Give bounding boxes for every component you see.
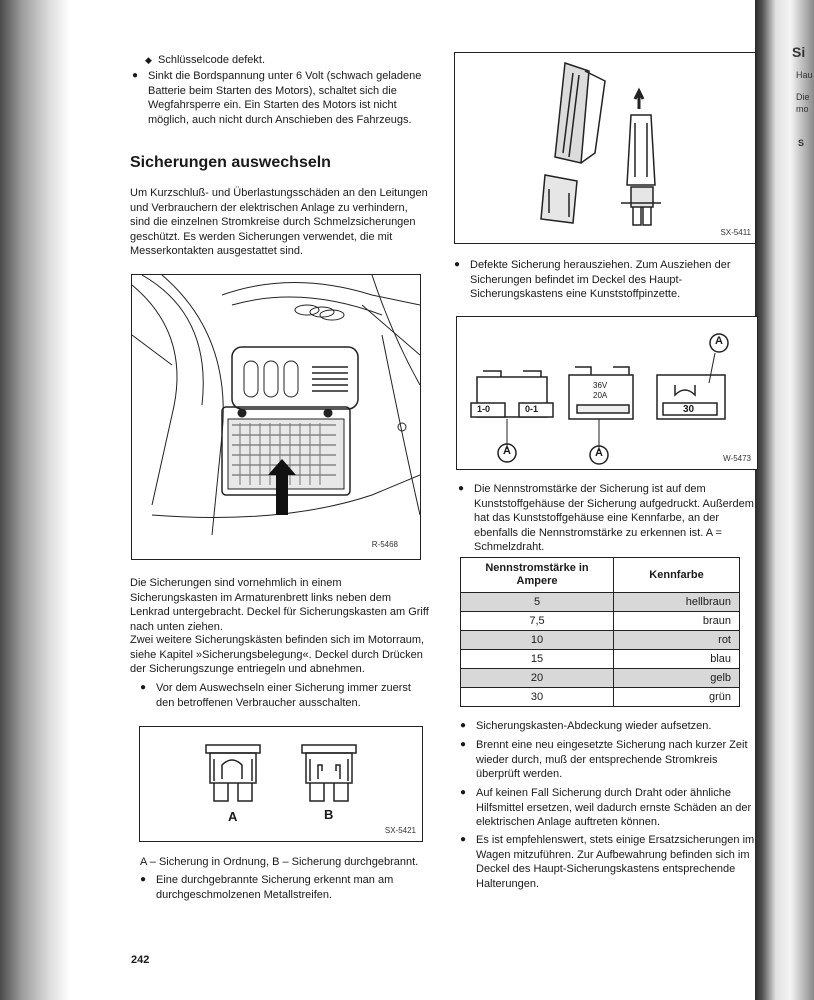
edge-line: Die	[796, 92, 810, 102]
cell-amperage: 15	[461, 650, 614, 669]
page-number: 242	[131, 954, 150, 966]
table-row	[461, 612, 740, 631]
fuse-label: 30	[683, 404, 695, 415]
table-row	[461, 593, 740, 612]
fuse-label: 0-1	[525, 404, 539, 414]
fuse-types-figure	[456, 316, 758, 470]
table-header-row	[461, 558, 740, 593]
table-row	[461, 650, 740, 669]
callout-a: A	[503, 445, 511, 457]
cell-color: blau	[614, 650, 740, 669]
table-row	[461, 631, 740, 650]
figure-code: R-5468	[371, 540, 398, 549]
tweezers-figure	[454, 52, 756, 244]
edge-heading: Si	[792, 44, 806, 60]
figure-code: SX-5411	[720, 228, 751, 237]
figure-code: W-5473	[723, 454, 751, 463]
fuse-color-table	[460, 557, 740, 707]
list-item: ◆ Schlüsselcode defekt.	[158, 53, 428, 68]
label-a: A	[228, 809, 238, 824]
list-item: ● Eine durchgebrannte Sicherung erkennt man am durchgeschmolzenen Metallstreifen.	[156, 873, 430, 902]
callout-a: A	[595, 447, 603, 459]
fuse-ab-illustration	[140, 727, 422, 841]
edge-cell: S	[798, 138, 805, 148]
cell-color: hellbraun	[614, 593, 740, 612]
header-amperage: Nennstromstärke in Ampere	[461, 558, 614, 593]
next-page-edge	[755, 0, 814, 1000]
dashboard-figure	[131, 274, 421, 560]
list-item: ● Sinkt die Bordspannung unter 6 Volt (schwach geladene Batterie beim Starten des Motors), schaltet sich die Wegfahrsperre ein. Ein Starten des Motors ist nicht möglich, auch nicht durch Anschieben des Fahrzeugs.	[148, 69, 430, 127]
cell-color: gelb	[614, 669, 740, 688]
table-row	[461, 669, 740, 688]
figure-caption: A – Sicherung in Ordnung, B – Sicherung durchgebrannt.	[140, 856, 419, 868]
cell-color: rot	[614, 631, 740, 650]
paragraph: Zwei weitere Sicherungskästen befinden sich im Motorraum, siehe Kapitel »Sicherungsbelegung«. Deckel durch Drücken der Sicherungszunge entriegeln und abnehmen.	[130, 634, 425, 675]
book-spine-shadow	[0, 0, 70, 1000]
list-item: ● Vor dem Auswechseln einer Sicherung immer zuerst den betroffenen Verbraucher ausschalten.	[156, 681, 430, 710]
list-item: ● Brennt eine neu eingesetzte Sicherung nach kurzer Zeit wieder durch, muß der entsprechende Stromkreis überprüft werden.	[476, 738, 756, 782]
cell-color: grün	[614, 688, 740, 707]
cell-amperage: 30	[461, 688, 614, 707]
cell-amperage: 10	[461, 631, 614, 650]
section-heading: Sicherungen auswechseln	[130, 154, 331, 171]
fuse-ab-figure	[139, 726, 423, 842]
callout-a: A	[715, 335, 723, 347]
intro-paragraph: Um Kurzschluß- und Überlastungsschäden an den Leitungen und Verbrauchern der elektrischen Anlage zu verhindern, sind die einzelnen Stromkreise durch Schmelzsicherungen geschützt. Es werden Sicherungen verwendet, die mit Messerkontakten ausgestattet sind.	[130, 187, 428, 257]
list-item: ● Es ist empfehlenswert, stets einige Ersatzsicherungen im Wagen mitzuführen. Zur Aufbewahrung befinden sich im Deckel des Haupt-Sicherungskastens entsprechende Halterungen.	[476, 833, 756, 891]
edge-line: mo	[796, 104, 809, 114]
list-item: ● Auf keinen Fall Sicherung durch Draht oder ähnliche Hilfsmittel ersetzen, weil dadurch ernste Schäden an der elektrischen Anlage auftreten können.	[476, 786, 756, 830]
label-b: B	[324, 807, 334, 822]
figure-code: SX-5421	[384, 826, 416, 835]
dashboard-illustration	[132, 275, 420, 559]
tweezers-illustration	[455, 53, 755, 243]
list-item: ● Die Nennstromstärke der Sicherung ist auf dem Kunststoffgehäuse der Sicherung aufgedruckt. Außerdem hat das Kunststoffgehäuse eine Kennfarbe, an der ebenfalls die Nennstromstärke zu erkennen ist. A = Schmelzdraht.	[474, 482, 754, 555]
header-color: Kennfarbe	[614, 558, 740, 593]
cell-amperage: 5	[461, 593, 614, 612]
fuse-label: 1-0	[477, 404, 491, 414]
edge-line: Hau	[796, 70, 813, 80]
list-item: ● Defekte Sicherung herausziehen. Zum Ausziehen der Sicherungen befindet im Deckel des Haupt-Sicherungskastens eine Kunststoffpinzette.	[470, 258, 754, 302]
fuse-label: 36V	[593, 381, 608, 390]
fuse-label: 20A	[593, 391, 608, 400]
cell-amperage: 7,5	[461, 612, 614, 631]
paragraph: Die Sicherungen sind vornehmlich in einem Sicherungskasten im Armaturenbrett links neben dem Lenkrad untergebracht. Deckel für Sicherungskasten am Griff nach unten ziehen.	[130, 577, 429, 633]
cell-amperage: 20	[461, 669, 614, 688]
cell-color: braun	[614, 612, 740, 631]
list-item: ● Sicherungskasten-Abdeckung wieder aufsetzen.	[476, 719, 756, 734]
table-row	[461, 688, 740, 707]
